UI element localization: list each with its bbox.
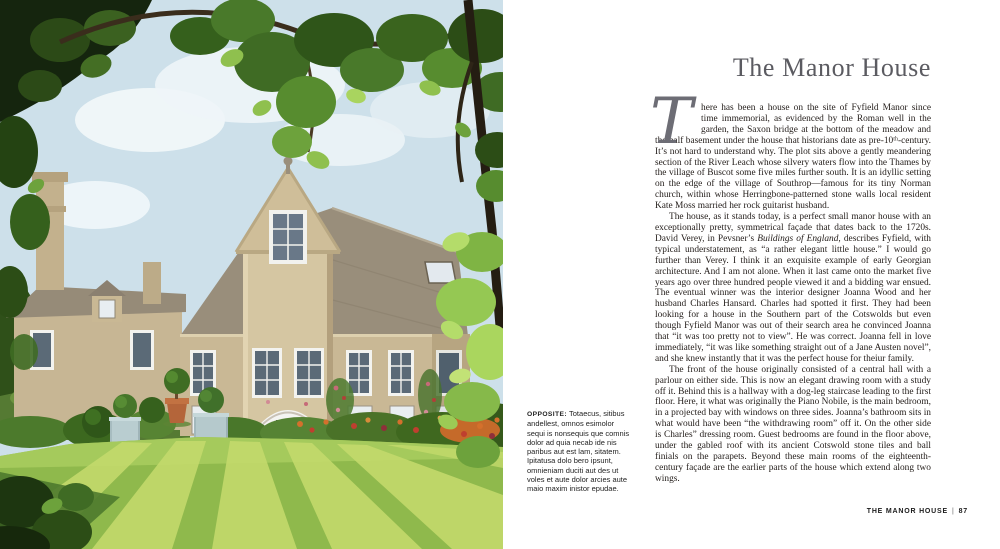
footer-chapter: THE MANOR HOUSE — [866, 508, 948, 515]
running-footer — [655, 508, 968, 516]
paragraph: T here has been a house on the site of Fyfield Manor since time immemorial, as evidenced by the Roman well in the garden, the Saxon bridge at the bottom of the meadow and the half basement under the house that historians date as pre-10ᵗʰ-century. It’s not hard to understand why. The plot sits above a gently meandering section of the River Leach whose silvery waters flow into the Thames by the village of Buscot some five miles further south. It is an idyllic setting on the edge of the village of Southrop—famous for its tiny Norman church, within whose Herringbone-patterned stone walls local resident Kate Moss married her rock guitarist husband. — [650, 85, 931, 212]
caption-text: Totaecus, sitibus andellest, omnos esimolor sequi is nonsequis que comnis dolor ad quia necab ide nis paribus aut est lam, sitatem. Ipitatusa dolo bero ipsunt, omnieniam duciti aut des ut voles et aute dolor arcies aute maio maxim inistor epudae. — [527, 409, 630, 494]
drop-cap: T — [650, 85, 693, 159]
chapter-title: The Manor House — [732, 53, 931, 82]
body-text — [650, 85, 931, 485]
paragraph: The front of the house originally consisted of a central hall with a parlour on either side. This is now an elegant drawing room with a study off it. Behind this is a hallway with a dog-leg staircase leading to the first floor. Here, it what was originally the Piano Nobile, is the main bedroom, in a projected bay with windows on three sides. Joanna’s bathroom sits in what would have been “the withdrawing room” off it. On the other side is Charles” dressing room. Guest bedrooms are found in the floor above, under the gabled roof with its ancient Cotswold stone tiles and ball finials on the parapets. Beyond these main rooms of the eighteenth-century façade are the earlier parts of the house which extend along two wings. — [655, 364, 931, 484]
page-number: 87 — [958, 508, 968, 515]
caption-label: OPPOSITE: — [527, 411, 568, 418]
photo-caption — [527, 409, 633, 494]
footer-separator: | — [951, 508, 955, 515]
paragraph: The house, as it stands today, is a perfect small manor house with an exceptionally pretty, symmetrical façade that dates back to the 1720s. David Verey, in Pevsner’s Buildings of England, describes Fyfield, with typical understatement, as “a rather elegant little house.” I would go further than Verey. I think it an exquisite example of early Georgian architecture. And I am not alone. When it last came onto the market five years ago over three hundred people viewed it and a bidding war ensued. The eventual winner was the interior designer Joanna Wood and her husband Charles Hansard. Charles had spotted it first. They had been looking for a house in the Southern part of the Cotswolds but even though Fyfield Manor was out of their search area he convinced Joanna that “it was too pretty not to view”. He was correct. Joanna fell in love immediately, “it was like something straight out of a Jane Austen novel”, and she knew instantly that it was the perfect house for theiur family. — [655, 212, 931, 364]
